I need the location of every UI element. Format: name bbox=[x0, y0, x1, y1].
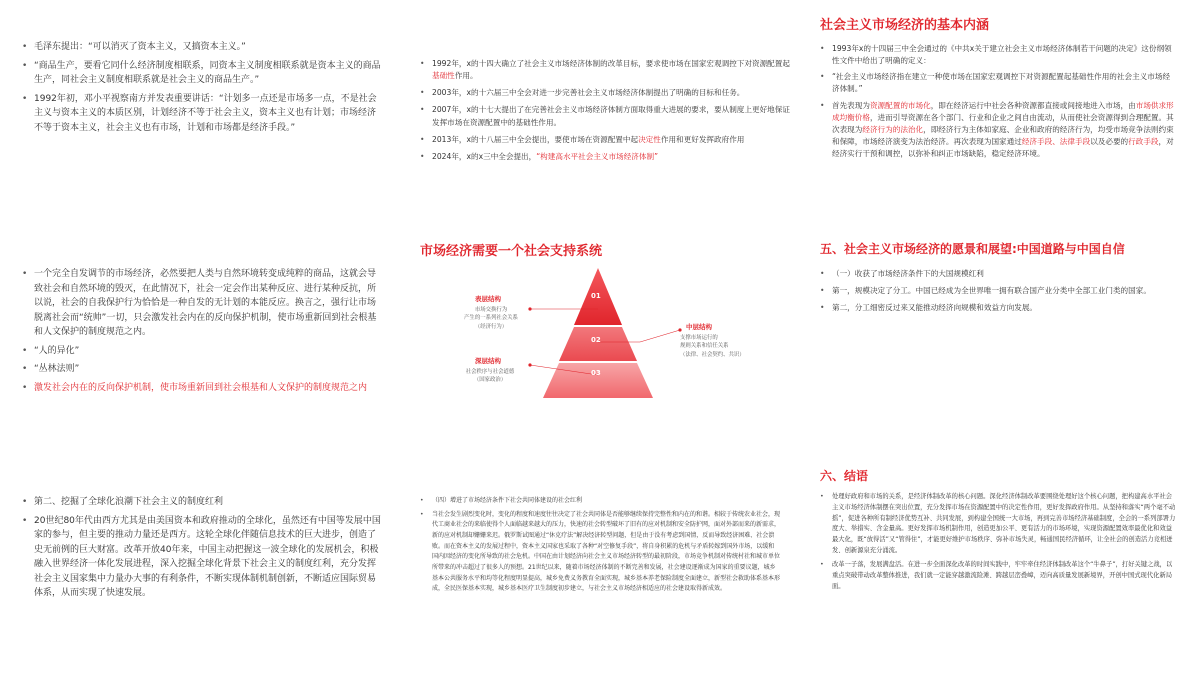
timeline-item: • 2024年，x的x三中全会提出，“构建高水平社会主义市场经济体制” bbox=[420, 151, 790, 163]
timeline-item: • 2013年，x的十八届三中全会提出，要使市场在资源配置中起决定性作用和更好发挥政府作用 bbox=[420, 134, 790, 146]
list-item: • 第一，规模决定了分工。中国已经成为全世界唯一拥有联合国产业分类中全部工业门类的国家。 bbox=[820, 285, 1176, 297]
list-item: • 处理好政府和市场的关系，是经济体制改革的核心问题。深化经济体制改革要围绕处理好这个核心问题，把构建高水平社会主义市场经济体制摆在突出位置，充分发挥市场在资源配置中的决定性作用，更好发挥政府作用。从坚持和落实“两个毫不动摇”，促进各种所有制经济优势互补、共同发展，到构建全国统一大市场，再到完善市场经济基础制度，全会的一系列部署力度大、举措实、含金量高。更好发挥市场机制作用，创造更加公平、更有活力的市场环境，实现资源配置效率最优化和效益最大化，既“放得活”又“管得住”，才能更好维护市场秩序、弥补市场失灵，畅通国民经济循环，让全社会的创造活力竞相迸发、创新源泉充分涌流。 bbox=[820, 492, 1176, 557]
list-item: • “丛林法则” bbox=[22, 362, 382, 377]
pyramid-num-3: 03 bbox=[591, 369, 601, 377]
section-title-vision: 五、社会主义市场经济的愿景和展望:中国道路与中国自信 bbox=[820, 242, 1125, 256]
list-item: • 第二，分工细密反过来又能推动经济向规模和效益方向发展。 bbox=[820, 302, 1176, 314]
list-item: • 一个完全自发调节的市场经济，必然要把人类与自然环境转变成纯粹的商品，这就会导致社会和自然环境的毁灭，在此情况下，社会一定会作出某种反应、进行某种反抗，所以说，社会的自我保护行为恰恰是一种自发的无计划的本能反应。换言之，强行让市场脱离社会而“统帅”一切，只会激发社会内在的反向保护机制，使市场重新回到社会根基和人文保护的制度规范之内。 bbox=[22, 267, 382, 340]
connector-dot bbox=[678, 328, 681, 331]
pyramid-label-surface: 表层结构 bbox=[475, 295, 501, 303]
col2-bottom bbox=[420, 496, 780, 595]
list-item-highlight: • 激发社会内在的反向保护机制，使市场重新回到社会根基和人文保护的制度规范之内 bbox=[22, 381, 382, 396]
list-item: • （一）收获了市场经济条件下的大国规模红利 bbox=[820, 268, 1176, 280]
list-item: • “商品生产，要看它同什么经济制度相联系，同资本主义制度相联系就是资本主义的商品生产，同社会主义制度相联系就是社会主义的商品生产。” bbox=[22, 59, 384, 88]
pyramid-num-2: 02 bbox=[591, 336, 601, 344]
pyramid-level-2 bbox=[559, 327, 637, 361]
pyramid-note-surface: 市场交换行为 产生的一系列社会关系 （经济行为） bbox=[464, 307, 518, 330]
pyramid-note-deep: 社会秩序与社会道德 （国家政治） bbox=[465, 369, 515, 384]
timeline-item: • 1992年，x的十四大确立了社会主义市场经济体制的改革目标，要求使市场在国家宏观调控下对资源配置起基础性作用。 bbox=[420, 58, 790, 82]
timeline-item: • 2007年，x的十七大提出了在完善社会主义市场经济体制方面取得重大进展的要求，要从制度上更好地保证发挥市场在资源配置中的基础性作用。 bbox=[420, 104, 790, 128]
list-item-rich: • 首先表现为资源配置的市场化，即在经济运行中社会各种资源都直接或间接地进入市场，由市场供求形成均衡价格，进而引导资源在各个部门、行业和企业之间自由流动，从而使社会资源得到合理配置。其次表现为经济行为的法治化，即经济行为主体如家庭、企业和政府的经济行为，均受市场竞争法则约束和保障，市场经济演变为法治经济。再次表现为国家通过经济手段、法律手段以及必要的行政手段，对经济实行干预和调控，以弥补和纠正市场缺陷，稳定经济环境。 bbox=[820, 100, 1176, 161]
list-item: • 1992年初，邓小平视察南方并发表重要讲话：“计划多一点还是市场多一点，不是社会主义与资本主义的本质区别，计划经济不等于社会主义，资本主义也有计划；市场经济不等于资本主义，社会主义也有市场，计划和市场都是经济手段。” bbox=[22, 92, 384, 136]
col3-block1 bbox=[820, 43, 1176, 160]
timeline-item: • 2003年，x的十六届三中全会对进一步完善社会主义市场经济体制提出了明确的目标和任务。 bbox=[420, 87, 790, 99]
connector-dot bbox=[528, 363, 531, 366]
section-title-conclusion: 六、结语 bbox=[820, 469, 869, 483]
pyramid-note-middle: 支撑市场运行的 规则关系和信任关系 （法律、社会契约、共识） bbox=[680, 335, 745, 358]
list-item: • “社会主义市场经济指在建立一种使市场在国家宏观调控下对资源配置起基础性作用的社会主义市场经济体制。” bbox=[820, 71, 1176, 95]
section-subtitle: • （四）增进了市场经济条件下社会共同体建设的社会红利 bbox=[420, 496, 780, 507]
list-item: • 改革一子落，发展满盘活。在进一步全面深化改革的时间实践中，牢牢牵住经济体制改革这个“牛鼻子”，打好关键之战，以重点突破带动改革整体推进，我们就一定能穿越激流险滩、跨越层峦叠嶂，迈向高质量发展新境界，开创中国式现代化新局面。 bbox=[820, 560, 1176, 592]
section-title-basic: 社会主义市场经济的基本内涵 bbox=[820, 18, 990, 33]
pyramid-label-middle: 中层结构 bbox=[686, 323, 712, 331]
list-item: • “人的异化” bbox=[22, 344, 382, 359]
pyramid-title: 市场经济需要一个社会支持系统 bbox=[420, 244, 603, 259]
list-item: • 20世纪80年代由西方尤其是由美国资本和政府推动的全球化，虽然还有中国等发展中国家的参与，但主要的推动力量还是西方。这轮全球化伴随信息技术的巨大进步，创造了史无前例的巨大财富。改革开放40年来，中国主动把握这一波全球化的发展机会，积极融入世界经济一体化发展进程，深入挖掘全球化背景下社会主义的制度红利，充分发挥社会主义国家集中力量办大事的有利条件，不断实现体制机制创新，不断适应国际贸易体系，从而实现了快速发展。 bbox=[22, 514, 384, 601]
col3-block2 bbox=[820, 268, 1176, 314]
section-body: • 当社会发生剧烈变化时，变化的程度和速度往往决定了社会共同体是否能够继续保持完整性和内在的和谐。相较于传统农业社会，现代工商业社会的来临使得个人面临越来越大的压力，快速的社会转型破坏了旧有的应对机制和安全防护网，面对外部而来的新需求，新的应对机制却姗姗来迟。俄罗斯试图通过“休克疗法”解决经济转型问题，但是由于没有考虑到国情，反而导致经济困难、社会溃败。而在资本主义的发展过程中，资本主义国家也采取了各种“对空修复手段”，将自身积累的危机与矛盾转嫁到国外市场，以缓和国内因经济的变化所导致的社会危机。中国在由计划经济向社会主义市场经济转型的最初阶段，市场竞争机制对传统村社和城市单位所带来的冲击超过了很多人的预想。21世纪以来，随着市场经济体制的不断完善和发展，社会建设逐渐成为国家的重要议题，城乡基本公共服务水平和均等化程度明显提高，城乡免费义务教育全面实现，城乡基本养老保险制度全面建立，新型社会救助体系基本形成，全民医保基本实现，城乡基本医疗卫生制度初步建立，与社会主义市场经济相适应的社会建设取得新成效。 bbox=[420, 510, 780, 595]
list-item: • 第二、挖掘了全球化浪潮下社会主义的制度红利 bbox=[22, 495, 384, 510]
list-item: • 毛泽东提出：“可以消灭了资本主义，又搞资本主义。” bbox=[22, 40, 384, 55]
col3-block3 bbox=[820, 492, 1176, 592]
connector-dot bbox=[528, 307, 531, 310]
list-item: • 1993年x的十四届三中全会通过的《中共x关于建立社会主义市场经济体制若干问题的决定》这份纲领性文件中给出了明确的定义： bbox=[820, 43, 1176, 67]
pyramid-label-deep: 深层结构 bbox=[475, 357, 501, 365]
pyramid-num-1: 01 bbox=[591, 292, 601, 300]
